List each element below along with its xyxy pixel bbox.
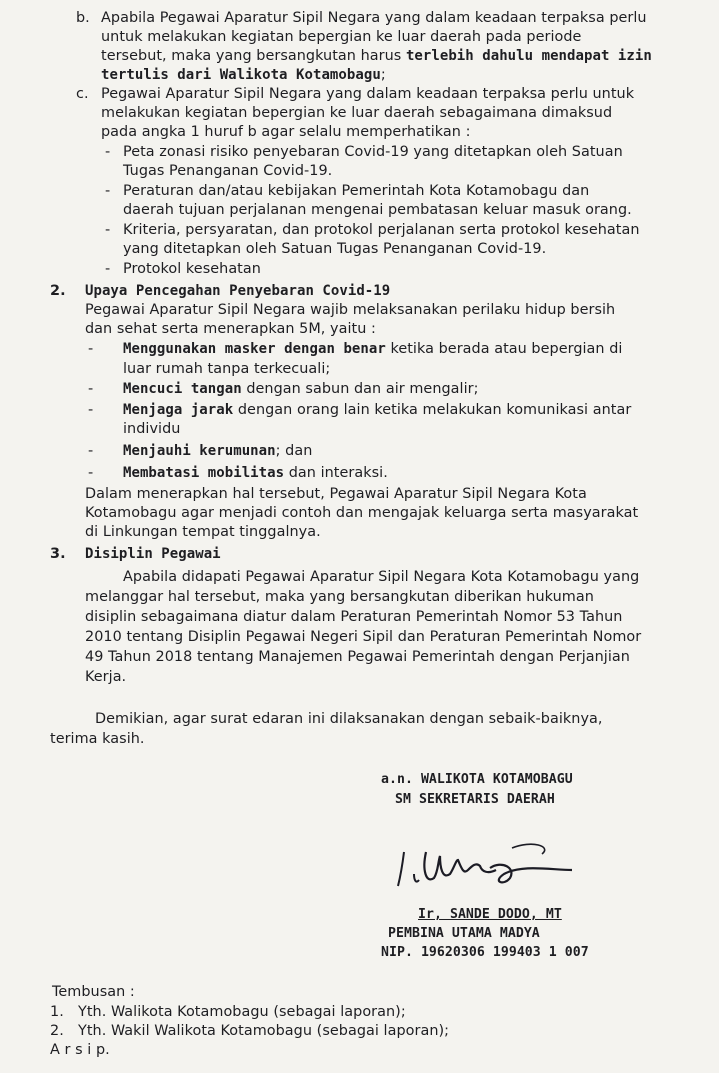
section-3-line-4: 2010 tentang Disiplin Pegawai Negeri Sipil dan Peraturan Pemerintah Nomor [85,629,642,645]
tembusan-item-2-number: 2. [50,1023,64,1039]
item-b-line-4 [101,66,386,84]
item-c-line-2: melakukan kegiatan bepergian ke luar daerah sebagaimana dimaksud [101,105,613,121]
section-2-bullet-5-rest: dan interaksi. [284,465,388,481]
item-c-bullet-2-line-1: Peraturan dan/atau kebijakan Pemerintah Kota Kotamobagu dan [123,183,590,199]
item-c-bullet-2-line-2: daerah tujuan perjalanan mengenai pembatasan keluar masuk orang. [123,202,632,218]
closing-line-1: Demikian, agar surat edaran ini dilaksanakan dengan sebaik-baiknya, [95,711,603,727]
bullet-dash: - [105,144,111,160]
section-2-bullet-3-bold: Menjaga jarak [123,402,234,418]
bullet-dash: - [88,381,94,397]
item-c-bullet-3-line-1: Kriteria, persyaratan, dan protokol perjalanan serta protokol kesehatan [123,222,640,238]
item-c-marker: c. [76,86,89,102]
item-b-semicolon: ; [380,67,386,83]
bullet-dash: - [105,261,111,277]
section-2-bullet-4-bold: Menjauhi kerumunan [123,443,276,459]
bullet-dash: - [88,341,94,357]
signatory-nip: NIP. 19620306 199403 1 007 [381,945,589,960]
item-c-line-3: pada angka 1 huruf b agar selalu memperhatikan : [101,124,471,140]
handwritten-signature [392,830,582,900]
section-3-line-2: melanggar hal tersebut, maka yang bersangkutan diberikan hukuman [85,589,594,605]
tembusan-title: Tembusan : [52,984,135,1000]
item-b-line-1: Apabila Pegawai Aparatur Sipil Negara yang dalam keadaan terpaksa perlu [101,10,647,26]
section-3-line-6: Kerja. [85,669,127,685]
section-3-line-1: Apabila didapati Pegawai Aparatur Sipil Negara Kota Kotamobagu yang [123,569,640,585]
section-2-bullet-2 [123,380,479,398]
bullet-dash: - [88,443,94,459]
section-2-intro-line-1: Pegawai Aparatur Sipil Negara wajib melaksanakan perilaku hidup bersih [85,302,616,318]
section-2-bullet-2-rest: dengan sabun dan air mengalir; [241,381,479,397]
section-2-bullet-4-rest: ; dan [275,443,313,459]
item-b-line-3-text: tersebut, maka yang bersangkutan harus [101,48,406,64]
item-b-marker: b. [76,10,90,26]
item-c-bullet-3-line-2: yang ditetapkan oleh Satuan Tugas Penanganan Covid-19. [123,241,547,257]
section-2-closing-line-1: Dalam menerapkan hal tersebut, Pegawai Aparatur Sipil Negara Kota [85,486,587,502]
section-2-bullet-1-line-2: luar rumah tanpa terkecuali; [123,361,331,377]
bullet-dash: - [88,402,94,418]
signature-title [395,791,555,809]
signature-on-behalf: a.n. WALIKOTA KOTAMOBAGU [381,772,573,787]
item-b-line-2 [101,28,663,46]
section-2-bullet-5 [123,464,388,482]
signatory-name: Ir, SANDE DODO, MT [418,907,562,922]
section-2-intro-line-2: dan sehat serta menerapkan 5M, yaitu : [85,321,376,337]
section-2-closing-line-2: Kotamobagu agar menjadi contoh dan mengajak keluarga serta masyarakat [85,505,639,521]
item-c-bullet-4-line-1: Protokol kesehatan [123,261,261,277]
section-3-line-3: disiplin sebagaimana diatur dalam Peraturan Pemerintah Nomor 53 Tahun [85,609,623,625]
item-c-line-1: Pegawai Aparatur Sipil Negara yang dalam keadaan terpaksa perlu untuk [101,86,635,102]
item-b-emphasis: terlebih dahulu mendapat izin [405,48,652,64]
item-c-bullet-1-line-2: Tugas Penanganan Covid-19. [123,163,333,179]
section-2-bullet-1-rest: ketika berada atau bepergian di [385,341,623,357]
section-2-bullet-2-bold: Mencuci tangan [123,381,242,397]
tembusan-item-1-text: Yth. Walikota Kotamobagu (sebagai laporan); [78,1004,406,1020]
tembusan-item-1-number: 1. [50,1004,64,1020]
bullet-dash: - [88,465,94,481]
bullet-dash: - [105,222,111,238]
section-3-number: 3. [50,546,66,562]
item-b-line-3 [101,47,652,65]
signature-title-text: SEKRETARIS DAERAH [418,792,555,807]
signatory-rank: PEMBINA UTAMA MADYA [388,926,540,941]
section-2-bullet-4 [123,442,312,460]
section-2-number: 2. [50,283,66,299]
section-2-bullet-1 [123,340,622,358]
tembusan-item-2-text: Yth. Wakil Walikota Kotamobagu (sebagai laporan); [78,1023,450,1039]
signature-prefix: SM [395,792,411,807]
item-b-emphasis-2: tertulis dari Walikota Kotamobagu [101,67,381,83]
closing-line-2: terima kasih. [50,731,145,747]
section-2-closing-line-3: di Linkungan tempat tinggalnya. [85,524,321,540]
section-2-bullet-1-bold: Menggunakan masker dengan benar [123,341,386,357]
bullet-dash: - [105,183,111,199]
section-2-bullet-5-bold: Membatasi mobilitas [123,465,285,481]
section-2-bullet-3-rest: dengan orang lain ketika melakukan komunikasi antar [233,402,632,418]
section-3-line-5: 49 Tahun 2018 tentang Manajemen Pegawai Pemerintah dengan Perjanjian [85,649,630,665]
tembusan-arsip: A r s i p. [50,1042,110,1058]
section-2-bullet-3 [123,401,631,419]
item-b-line-2-text: untuk melakukan kegiatan bepergian ke luar daerah pada periode [101,29,582,45]
section-3-heading: Disiplin Pegawai [85,546,221,562]
section-2-bullet-3-line-2: individu [123,421,181,437]
item-c-bullet-1-line-1: Peta zonasi risiko penyebaran Covid-19 yang ditetapkan oleh Satuan [123,144,623,160]
section-2-heading: Upaya Pencegahan Penyebaran Covid-19 [85,283,391,299]
